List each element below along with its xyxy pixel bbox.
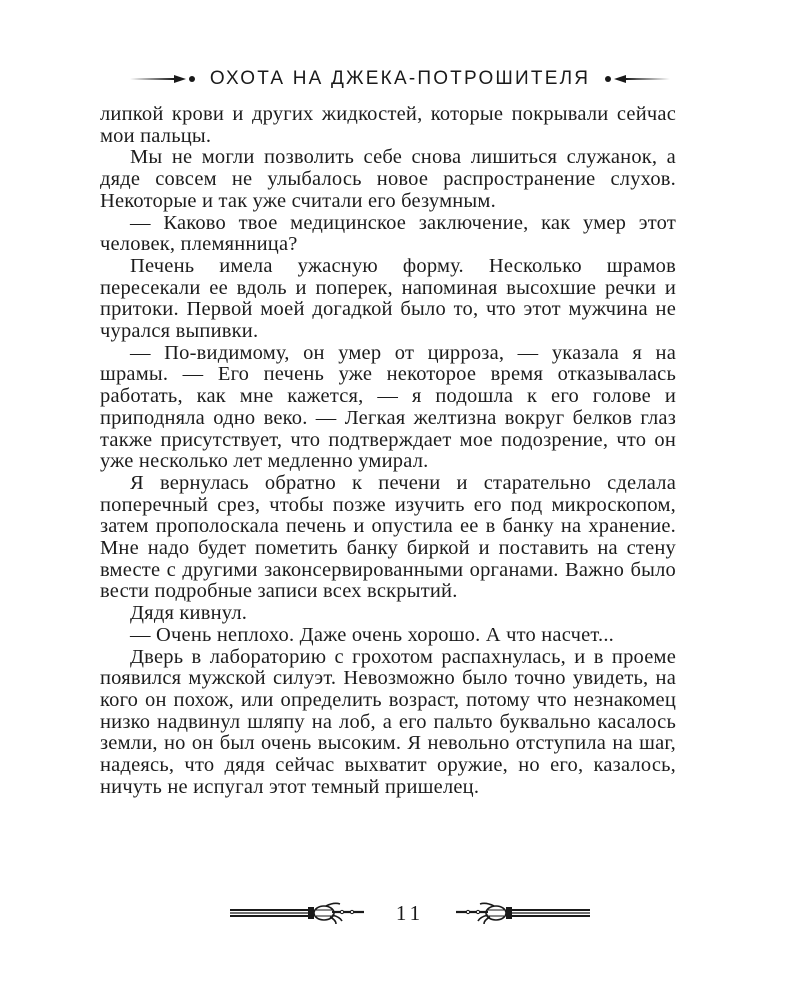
skeletal-hand-icon [228, 900, 368, 926]
running-title: ОХОТА НА ДЖЕКА-ПОТРОШИТЕЛЯ [209, 68, 591, 89]
paragraph: Я вернулась обратно к печени и старательно сделала поперечный срез, чтобы позже изучить его под микроскопом, затем прополоскала печень и опустила ее в банку на хранение. Мне надо будет пометить банку биркой и поставить на стену вместе с другими законсервированными органами. Важно было вести подробные записи всех вскрытий. [100, 471, 676, 603]
arrow-ornament-icon [602, 73, 672, 85]
page-footer [200, 896, 620, 930]
skeletal-hand-icon [452, 900, 592, 926]
paragraph: Дядя кивнул. [130, 602, 248, 625]
paragraph: — По-видимому, он умер от цирроза, — указала я на шрамы. — Его печень уже некоторое время отказывалась работать, как мне кажется, — я подошла к его голове и приподняла одно веко. — Легкая желтизна вокруг белков глаз также присутствует, что подтверждает мое подозрение, что он уже несколько лет медленно умирал. [100, 341, 676, 473]
arrow-ornament-icon [128, 73, 198, 85]
paragraph: Печень имела ужасную форму. Несколько шрамов пересекали ее вдоль и поперек, напоминая высохшие речки и притоки. Первой моей догадкой было то, что этот мужчина не чурался выпивки. [100, 254, 676, 343]
paragraph: Дверь в лабораторию с грохотом распахнулась, и в проеме появился мужской силуэт. Невозможно было точно увидеть, на кого он похож, или определить возраст, потому что незнакомец низко надвинул шляпу на лоб, а его пальто буквально касалось земли, но он был очень высоким. Я невольно отступила на шаг, надеясь, что дядя сейчас выхватит оружие, но его, казалось, ничуть не испугал этот темный пришелец. [100, 645, 676, 798]
page-number: 11 [395, 900, 425, 925]
paragraph: — Каково твое медицинское заключение, как умер этот человек, племянница? [100, 211, 676, 256]
paragraph: Мы не могли позволить себе снова лишиться служанок, а дяде совсем не улыбалось новое распространение слухов. Некоторые и так уже считали его безумным. [100, 146, 676, 212]
paragraph: — Очень неплохо. Даже очень хорошо. А что насчет... [130, 623, 615, 646]
paragraph: липкой крови и других жидкостей, которые покрывали сейчас мои пальцы. [100, 103, 676, 147]
running-header [90, 62, 710, 96]
body-text [100, 104, 676, 799]
